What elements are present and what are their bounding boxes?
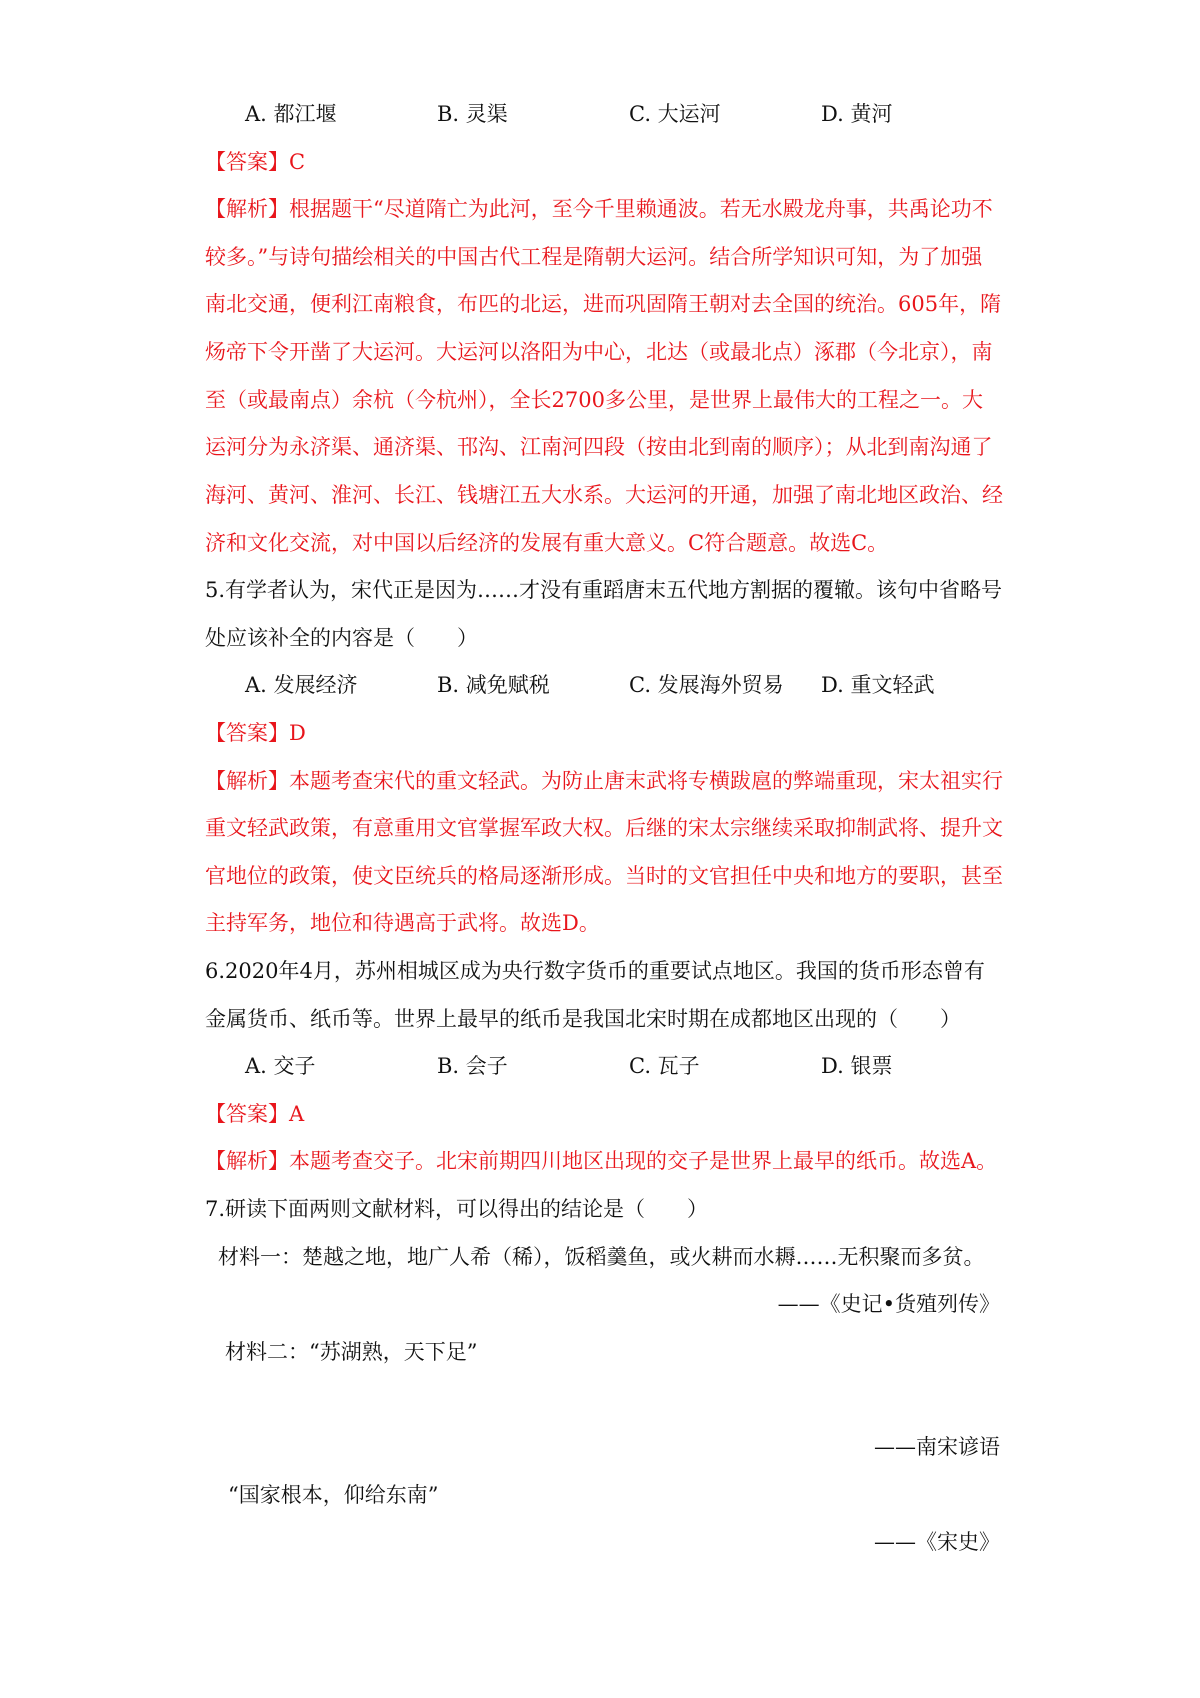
q4-analysis-line: 较多。”与诗句描绘相关的中国古代工程是隋朝大运河。结合所学知识可知，为了加强 bbox=[205, 245, 983, 269]
q4-analysis-line: 南北交通，便利江南粮食，布匹的北运，进而巩固隋王朝对去全国的统治。605年，隋 bbox=[205, 292, 1002, 316]
q7-material-1: 材料一：楚越之地，地广人希（稀），饭稻羹鱼，或火耕而水耨……无积聚而多贫。 bbox=[218, 1245, 985, 1269]
q4-analysis-line: 海河、黄河、淮河、长江、钱塘江五大水系。大运河的开通，加强了南北地区政治、经 bbox=[205, 483, 1003, 507]
q4-option-d: D. 黄河 bbox=[821, 102, 893, 126]
q5-stem-line: 5.有学者认为，宋代正是因为……才没有重蹈唐末五代地方割据的覆辙。该句中省略号 bbox=[205, 578, 1003, 602]
q7-stem: 7.研读下面两则文献材料，可以得出的结论是（ ） bbox=[205, 1197, 709, 1221]
q6-option-c: C. 瓦子 bbox=[629, 1054, 700, 1078]
q5-analysis-line: 官地位的政策，使文臣统兵的格局逐渐形成。当时的文官担任中央和地方的要职，甚至 bbox=[205, 864, 1003, 888]
q7-material-1-source: ——《史记•货殖列传》 bbox=[777, 1292, 1000, 1316]
q4-option-c: C. 大运河 bbox=[629, 102, 721, 126]
q7-material-3: “国家根本，仰给东南” bbox=[228, 1483, 439, 1507]
q7-material-3-source: ——《宋史》 bbox=[874, 1530, 1000, 1554]
q4-analysis-line: 济和文化交流，对中国以后经济的发展有重大意义。C符合题意。故选C。 bbox=[205, 531, 889, 555]
q4-answer: 【答案】C bbox=[205, 150, 306, 174]
q4-option-a: A. 都江堰 bbox=[245, 102, 337, 126]
q6-option-a: A. 交子 bbox=[245, 1054, 316, 1078]
q6-option-d: D. 银票 bbox=[821, 1054, 893, 1078]
q5-stem-line: 处应该补全的内容是（ ） bbox=[205, 626, 478, 650]
q4-analysis-line: 至（或最南点）余杭（今杭州），全长2700多公里，是世界上最伟大的工程之一。大 bbox=[205, 388, 983, 412]
q6-option-b: B. 会子 bbox=[437, 1054, 508, 1078]
q5-answer: 【答案】D bbox=[205, 721, 306, 745]
q5-analysis-line: 重文轻武政策，有意重用文官掌握军政大权。后继的宋太宗继续采取抑制武将、提升文 bbox=[205, 816, 1003, 840]
q4-analysis-line: 炀帝下令开凿了大运河。大运河以洛阳为中心，北达（或最北点）涿郡（今北京），南 bbox=[205, 340, 993, 364]
q6-stem-line: 6.2020年4月，苏州相城区成为央行数字货币的重要试点地区。我国的货币形态曾有 bbox=[205, 959, 985, 983]
q6-answer: 【答案】A bbox=[205, 1102, 305, 1126]
q5-analysis-line: 【解析】本题考查宋代的重文轻武。为防止唐末武将专横跋扈的弊端重现，宋太祖实行 bbox=[205, 769, 1003, 793]
q7-material-2: 材料二：“苏湖熟，天下足” bbox=[225, 1340, 478, 1364]
q4-option-b: B. 灵渠 bbox=[437, 102, 508, 126]
q5-option-a: A. 发展经济 bbox=[245, 673, 358, 697]
q6-stem-line: 金属货币、纸币等。世界上最早的纸币是我国北宋时期在成都地区出现的（ ） bbox=[205, 1007, 961, 1031]
q4-analysis-line: 【解析】根据题干“尽道隋亡为此河，至今千里赖通波。若无水殿龙舟事，共禹论功不 bbox=[205, 197, 993, 221]
q5-option-c: C. 发展海外贸易 bbox=[629, 673, 784, 697]
q6-analysis-line: 【解析】本题考查交子。北宋前期四川地区出现的交子是世界上最早的纸币。故选A。 bbox=[205, 1149, 998, 1173]
q5-option-b: B. 减免赋税 bbox=[437, 673, 550, 697]
q4-analysis-line: 运河分为永济渠、通济渠、邗沟、江南河四段（按由北到南的顺序）；从北到南沟通了 bbox=[205, 435, 993, 459]
q5-analysis-line: 主持军务，地位和待遇高于武将。故选D。 bbox=[205, 911, 600, 935]
q5-option-d: D. 重文轻武 bbox=[821, 673, 935, 697]
q7-material-2-source: ——南宋谚语 bbox=[874, 1435, 1000, 1459]
